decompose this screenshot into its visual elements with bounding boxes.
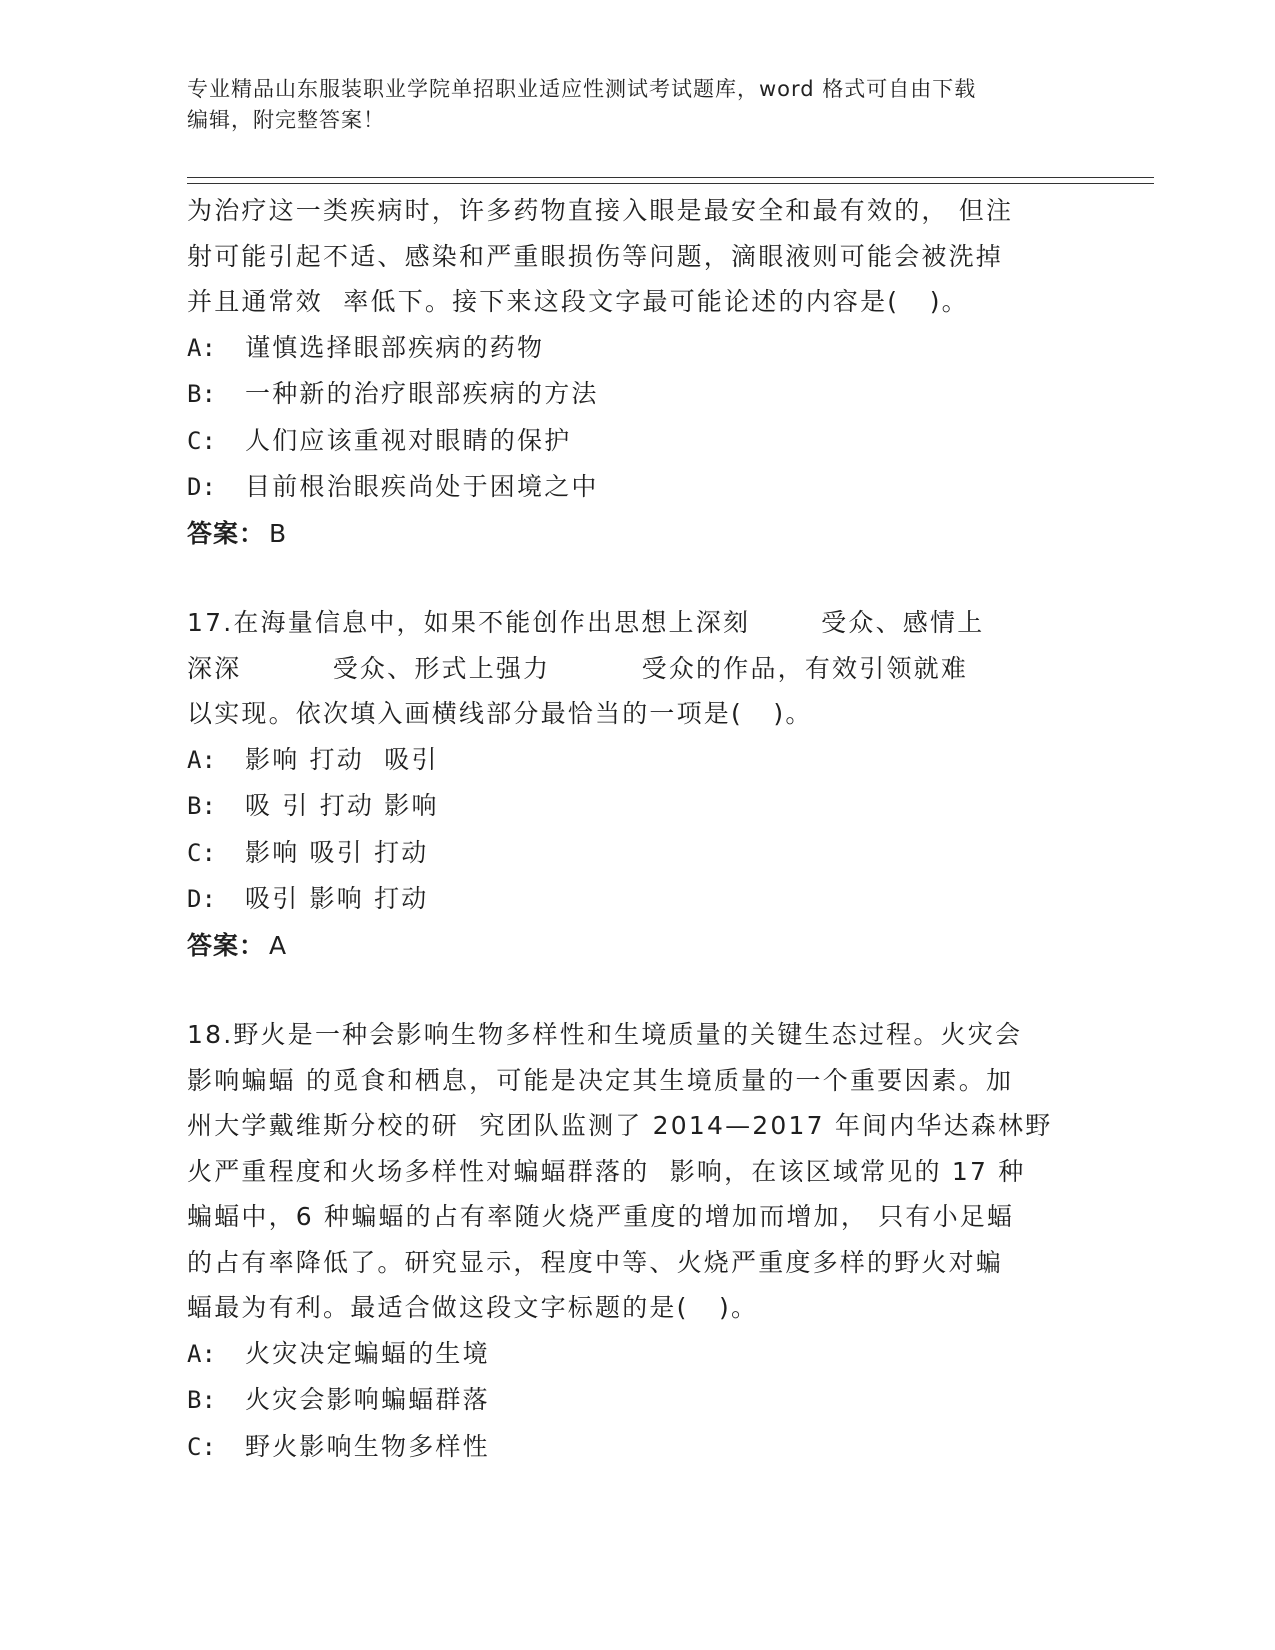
question-text-line: 18.野火是一种会影响生物多样性和生境质量的关键生态过程。火灾会 bbox=[187, 1020, 1023, 1049]
option-text: 吸引 影响 打动 bbox=[245, 884, 429, 913]
option-letter: C: bbox=[187, 838, 216, 867]
option-d bbox=[187, 464, 1067, 511]
option-text: 一种新的治疗眼部疾病的方法 bbox=[245, 379, 599, 408]
question-text-line: 的占有率降低了。研究显示，程度中等、火烧严重度多样的野火对蝙 bbox=[187, 1247, 1004, 1277]
answer-line bbox=[187, 511, 1067, 557]
header-line-1: 专业精品山东服装职业学院单招职业适应性测试考试题库，word 格式可自由下载 bbox=[187, 77, 977, 101]
question-text-line: 以实现。依次填入画横线部分最恰当的一项是( )。 bbox=[187, 699, 813, 728]
option-text: 影响 吸引 打动 bbox=[245, 837, 429, 867]
option-text: 吸 引 打动 影响 bbox=[245, 791, 439, 820]
page-header bbox=[187, 74, 1067, 136]
question-text-line: 蝙蝠中，6 种蝙蝠的占有率随火烧严重度的增加而增加， 只有小足蝠 bbox=[187, 1202, 1015, 1231]
option-a bbox=[187, 737, 1067, 784]
option-text: 谨慎选择眼部疾病的药物 bbox=[245, 332, 545, 362]
question-text-line: 深深 受众、形式上强力 受众的作品，有效引领就难 bbox=[187, 653, 969, 683]
option-b bbox=[187, 783, 1067, 830]
question-text-line: 并且通常效 率低下。接下来这段文字最可能论述的内容是( )。 bbox=[187, 287, 969, 316]
option-text: 野火影响生物多样性 bbox=[245, 1431, 490, 1461]
option-letter: B: bbox=[187, 792, 216, 820]
question-text-line: 射可能引起不适、感染和严重眼损伤等问题，滴眼液则可能会被洗掉 bbox=[187, 241, 1004, 271]
option-text: 火灾会影响蝙蝠群落 bbox=[245, 1385, 490, 1414]
option-letter: D: bbox=[187, 473, 216, 501]
header-divider-bottom bbox=[187, 183, 1154, 184]
option-letter: B: bbox=[187, 1386, 216, 1414]
option-letter: B: bbox=[187, 380, 216, 408]
option-letter: A: bbox=[187, 745, 216, 774]
header-divider-top bbox=[187, 177, 1154, 178]
answer-value: A bbox=[269, 930, 287, 960]
option-text: 影响 打动 吸引 bbox=[245, 744, 439, 774]
option-letter: C: bbox=[187, 1432, 216, 1461]
option-text: 目前根治眼疾尚处于困境之中 bbox=[245, 472, 599, 501]
question-text-line: 州大学戴维斯分校的研 究团队监测了 2014—2017 年间内华达森林野 bbox=[187, 1111, 1053, 1140]
option-c bbox=[187, 1424, 1067, 1471]
option-c bbox=[187, 830, 1067, 877]
option-letter: D: bbox=[187, 885, 216, 913]
option-a bbox=[187, 325, 1067, 372]
option-a bbox=[187, 1331, 1067, 1378]
option-c bbox=[187, 418, 1067, 465]
option-letter: C: bbox=[187, 426, 216, 455]
question-16 bbox=[187, 188, 1067, 556]
question-text-line: 蝠最为有利。最适合做这段文字标题的是( )。 bbox=[187, 1293, 759, 1322]
option-letter: A: bbox=[187, 1339, 216, 1368]
answer-value: B bbox=[269, 518, 287, 548]
question-18 bbox=[187, 1012, 1067, 1470]
spacer bbox=[187, 968, 1067, 1012]
answer-line bbox=[187, 923, 1067, 969]
option-d bbox=[187, 876, 1067, 923]
answer-label: 答案： bbox=[187, 930, 266, 960]
spacer bbox=[187, 556, 1067, 600]
question-text-line: 为治疗这一类疾病时，许多药物直接入眼是最安全和最有效的， 但注 bbox=[187, 196, 1014, 225]
option-text: 火灾决定蝙蝠的生境 bbox=[245, 1338, 490, 1368]
question-text-line: 火严重程度和火场多样性对蝙蝠群落的 影响，在该区域常见的 17 种 bbox=[187, 1156, 1026, 1186]
question-text-line: 17.在海量信息中，如果不能创作出思想上深刻 受众、感情上 bbox=[187, 608, 985, 637]
option-b bbox=[187, 1377, 1067, 1424]
document-body bbox=[187, 188, 1067, 1470]
question-17 bbox=[187, 600, 1067, 968]
header-line-2: 编辑，附完整答案！ bbox=[187, 108, 385, 132]
option-text: 人们应该重视对眼睛的保护 bbox=[245, 425, 572, 455]
option-b bbox=[187, 371, 1067, 418]
question-text-line: 影响蝙蝠 的觅食和栖息，可能是决定其生境质量的一个重要因素。加 bbox=[187, 1065, 1014, 1095]
answer-label: 答案： bbox=[187, 518, 266, 548]
option-letter: A: bbox=[187, 333, 216, 362]
